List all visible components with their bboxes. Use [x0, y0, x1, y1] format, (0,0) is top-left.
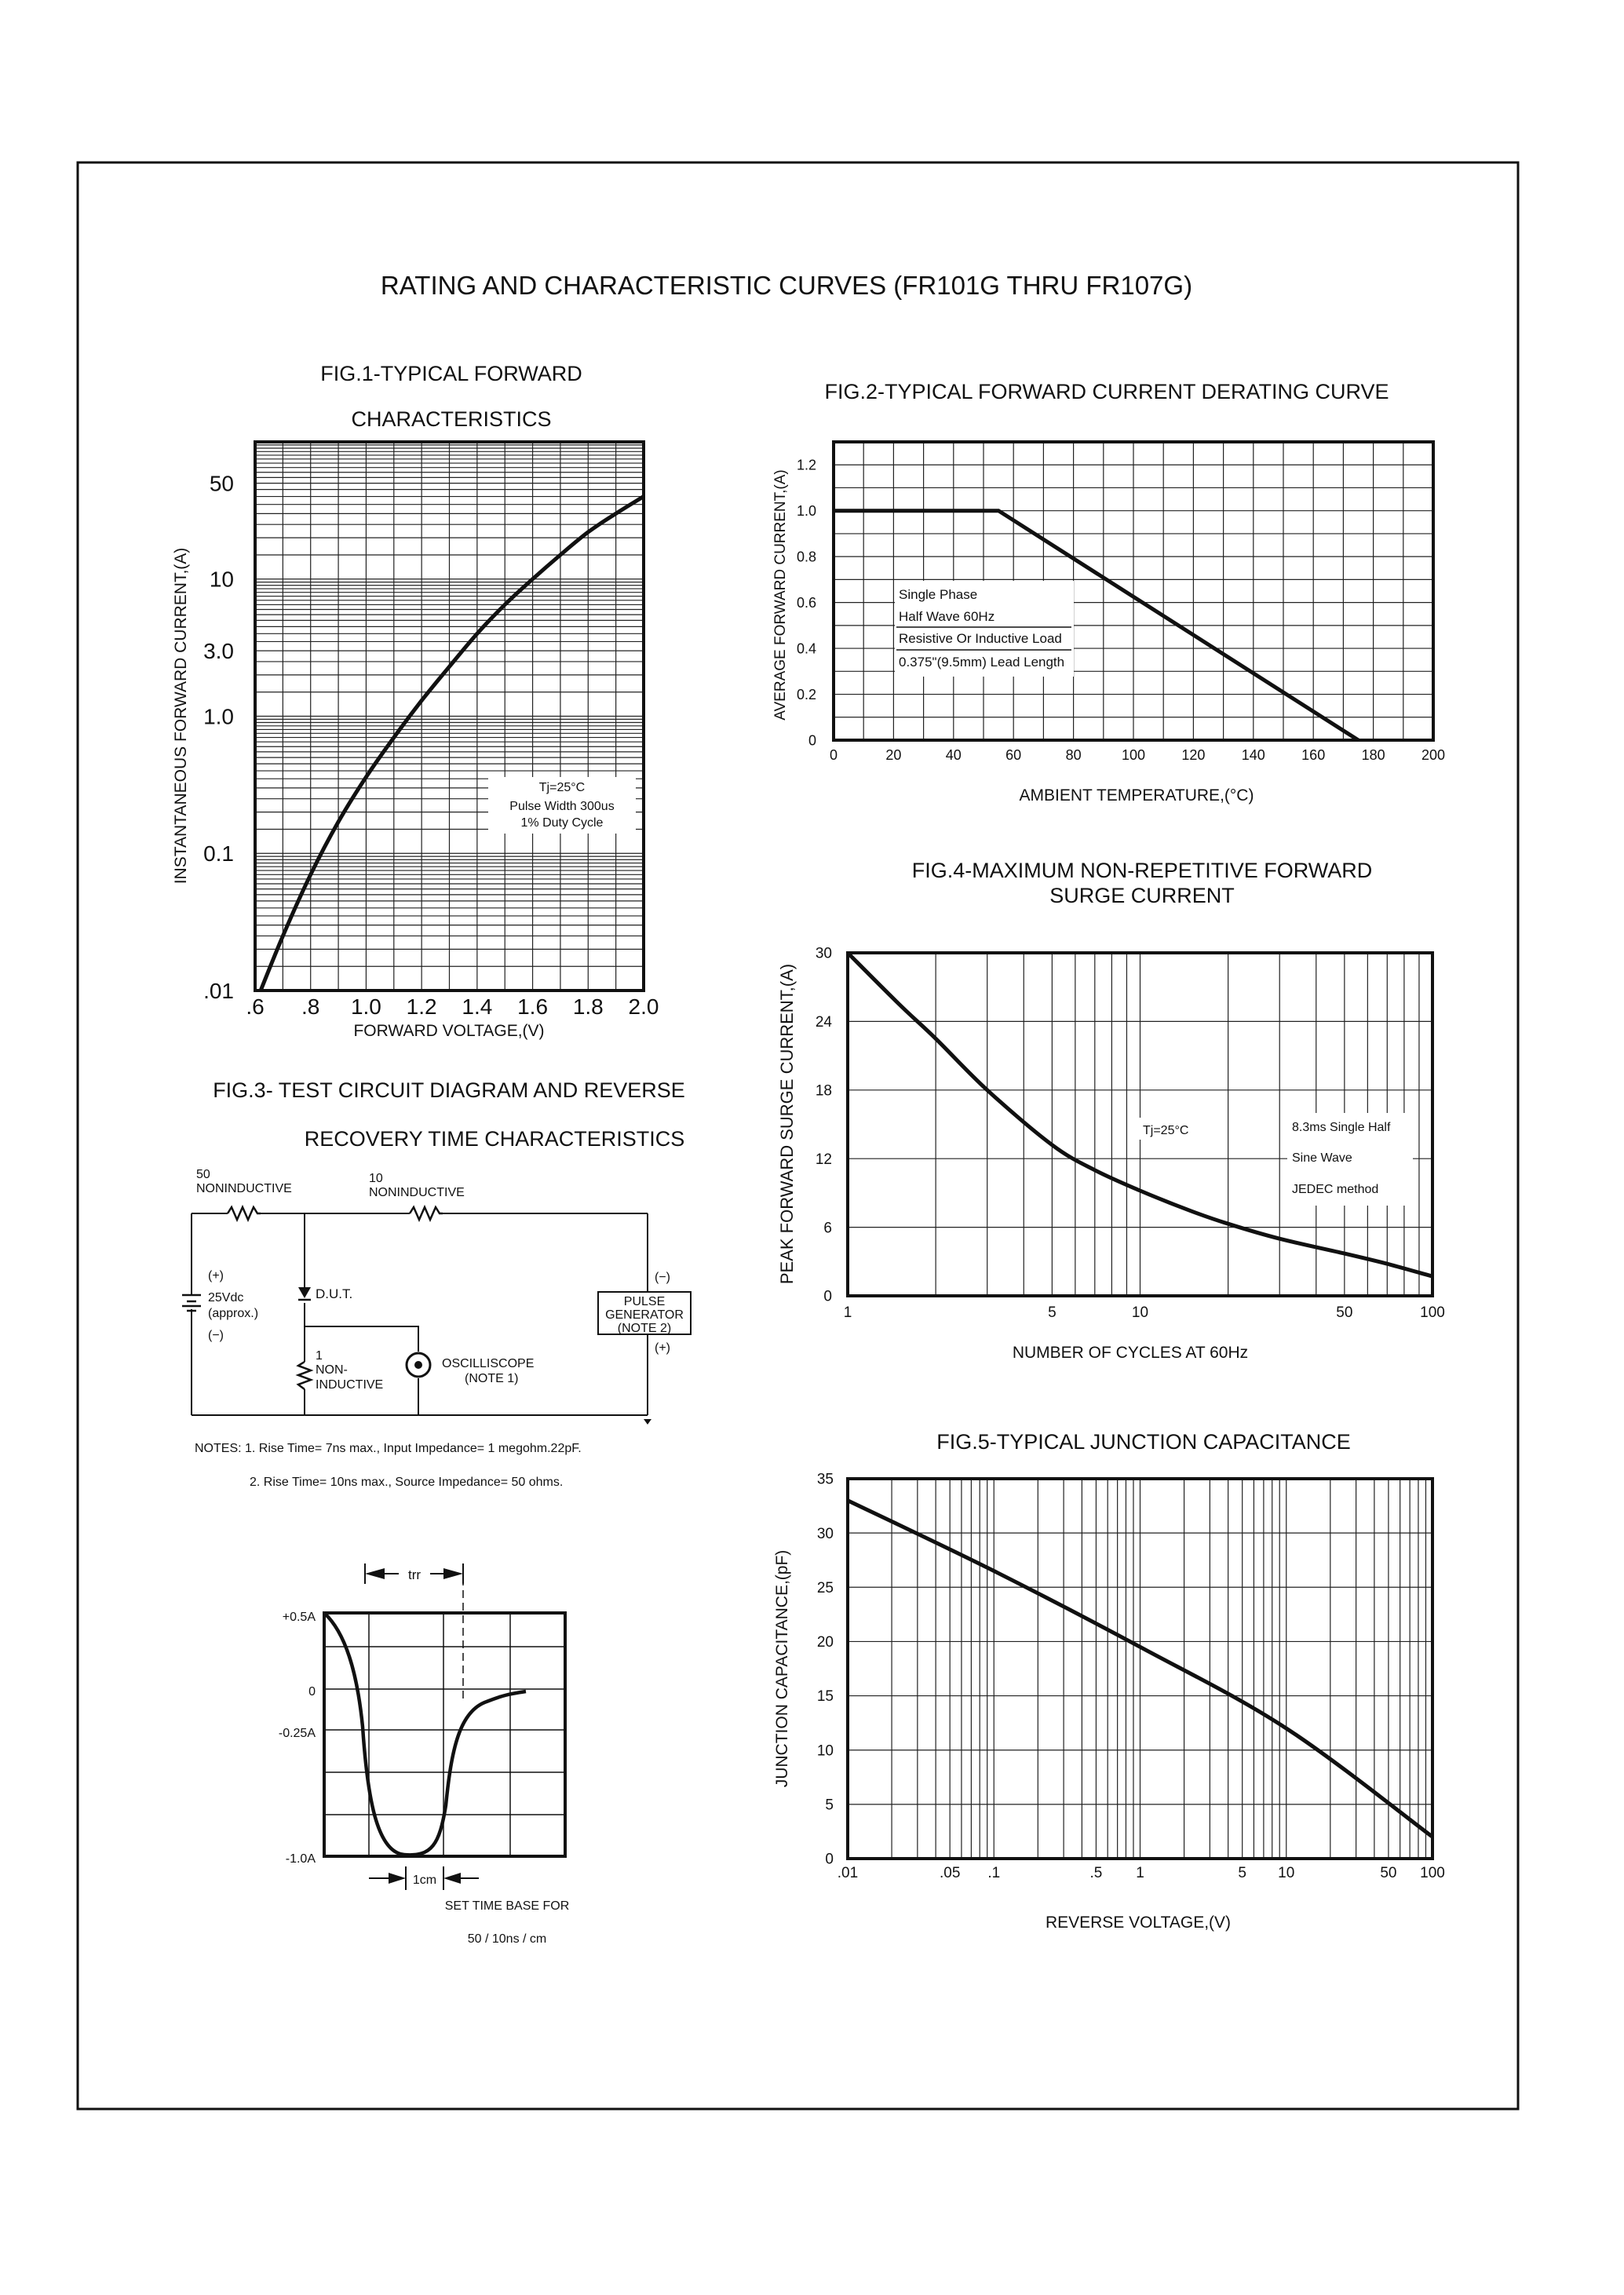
x-tick-label: 50 [1336, 1304, 1353, 1321]
y-tick-label: 0 [823, 1288, 832, 1305]
fig2-note-line: 0.375"(9.5mm) Lead Length [899, 655, 1065, 670]
y-tick-label: 6 [823, 1220, 832, 1237]
fig2-derating-curve [772, 380, 1445, 805]
x-tick-label: 80 [1065, 747, 1082, 763]
x-tick-label: 160 [1301, 747, 1326, 763]
fig1-forward-characteristics [172, 362, 659, 1040]
x-tick-label: .01 [837, 1865, 859, 1881]
fig1-note-line: 1% Duty Cycle [520, 816, 604, 830]
x-tick-label: 180 [1361, 747, 1385, 763]
r3-label: NON- [316, 1363, 348, 1377]
r1-label: NONINDUCTIVE [196, 1182, 292, 1195]
pulse-generator-label: (NOTE 2) [617, 1322, 672, 1335]
timebase-line2: 50 / 10ns / cm [467, 1932, 547, 1946]
y-tick-label: 30 [816, 1525, 834, 1542]
fig2-ylabel: AVERAGE FORWARD CURRENT,(A) [772, 469, 789, 721]
waveform-level-label: 0 [308, 1685, 316, 1698]
r3-label: INDUCTIVE [316, 1378, 384, 1392]
x-tick-label: 20 [885, 747, 902, 763]
fig1-ylabel: INSTANTANEOUS FORWARD CURRENT,(A) [172, 547, 190, 885]
x-tick-label: .5 [1089, 1865, 1103, 1881]
fig1-xlabel: FORWARD VOLTAGE,(V) [353, 1022, 545, 1040]
fig5-junction-capacitance [773, 1430, 1445, 1932]
fig3-title-line2: RECOVERY TIME CHARACTERISTICS [304, 1127, 685, 1151]
cm-arrow-right-icon [443, 1873, 461, 1884]
x-tick-label: 60 [1005, 747, 1022, 763]
y-tick-label: 30 [815, 945, 832, 962]
resistor-10-icon [410, 1207, 443, 1220]
fig4-note-line: JEDEC method [1292, 1183, 1379, 1196]
fig1-note-line: Pulse Width 300us [509, 800, 615, 813]
y-tick-label: 1.0 [796, 502, 816, 519]
y-tick-label: 0.1 [203, 841, 234, 867]
fig2-note-line: Half Wave 60Hz [899, 609, 995, 624]
fig4-ylabel: PEAK FORWARD SURGE CURRENT,(A) [777, 963, 797, 1285]
ground-arrow-icon [644, 1419, 651, 1425]
source-minus: (−) [208, 1329, 224, 1342]
y-tick-label: 0.8 [796, 549, 816, 565]
fig3-recovery-waveform [279, 1563, 569, 1946]
fig2-note-line: Single Phase [899, 587, 978, 602]
dut-label: D.U.T. [316, 1286, 353, 1301]
resistor-1-icon [298, 1362, 311, 1389]
x-tick-label: 5 [1238, 1865, 1246, 1881]
y-tick-label: .01 [203, 978, 234, 1003]
fig4-title-line1: FIG.4-MAXIMUM NON-REPETITIVE FORWARD [911, 859, 1373, 882]
r1-value: 50 [196, 1168, 210, 1181]
fig1-note-line: Tj=25°C [538, 781, 586, 794]
x-tick-label: 1 [843, 1304, 852, 1321]
x-tick-label: .1 [987, 1865, 1001, 1881]
battery-icon [182, 1295, 201, 1311]
x-tick-label: 2.0 [628, 994, 659, 1019]
trr-arrow-right-icon [443, 1568, 463, 1579]
y-tick-label: 3.0 [203, 638, 234, 663]
resistor-50-icon [228, 1207, 261, 1220]
waveform-level-label: -1.0A [285, 1852, 316, 1866]
r2-value: 10 [369, 1172, 383, 1185]
x-tick-label: 40 [945, 747, 962, 763]
y-tick-label: 0 [825, 1851, 834, 1868]
y-tick-label: 5 [825, 1797, 834, 1814]
fig5-ylabel: JUNCTION CAPACITANCE,(pF) [773, 1549, 791, 1788]
r3-value: 1 [316, 1349, 323, 1363]
x-tick-label: 100 [1121, 747, 1146, 763]
y-tick-label: 0.4 [796, 640, 816, 657]
pulse-generator-plus: (+) [655, 1341, 670, 1355]
fig3-note1: NOTES: 1. Rise Time= 7ns max., Input Impedance= 1 megohm.22pF. [195, 1442, 582, 1455]
oscilloscope-label: (NOTE 1) [465, 1372, 519, 1385]
y-tick-label: 50 [209, 471, 234, 496]
r2-label: NONINDUCTIVE [369, 1186, 465, 1199]
x-tick-label: 1.2 [406, 994, 437, 1019]
y-tick-label: 1.0 [203, 704, 234, 729]
source-plus: (+) [208, 1269, 224, 1282]
x-tick-label: .8 [301, 994, 320, 1019]
y-tick-label: 15 [816, 1688, 834, 1706]
circuit-wires [192, 1213, 648, 1415]
y-tick-label: 12 [815, 1151, 832, 1168]
x-tick-label: 10 [1278, 1865, 1295, 1881]
y-tick-label: 0.2 [796, 686, 816, 702]
x-tick-label: 1.6 [517, 994, 549, 1019]
x-tick-label: 1 [1136, 1865, 1144, 1881]
x-tick-label: 50 [1380, 1865, 1397, 1881]
fig1-grid [255, 442, 644, 991]
fig4-title-line2: SURGE CURRENT [1049, 884, 1235, 907]
fig4-note-line: Sine Wave [1292, 1151, 1352, 1165]
fig1-tick-labels [203, 471, 659, 1019]
waveform-level-label: -0.25A [278, 1727, 316, 1740]
y-tick-label: 10 [816, 1742, 834, 1760]
timebase-line1: SET TIME BASE FOR [444, 1899, 570, 1913]
y-tick-label: 25 [816, 1579, 834, 1596]
x-tick-label: 1.8 [572, 994, 604, 1019]
fig2-title: FIG.2-TYPICAL FORWARD CURRENT DERATING CURVE [824, 380, 1389, 403]
oscilloscope-label: OSCILLISCOPE [442, 1357, 535, 1370]
y-tick-label: 20 [816, 1634, 834, 1651]
fig3-title-line1: FIG.3- TEST CIRCUIT DIAGRAM AND REVERSE [213, 1078, 685, 1102]
fig4-surge-current [777, 859, 1445, 1362]
trr-arrow-left-icon [365, 1568, 385, 1579]
x-tick-label: 5 [1048, 1304, 1057, 1321]
cm-label: 1cm [412, 1874, 437, 1887]
fig1-series-line [261, 497, 644, 991]
y-tick-label: 10 [209, 567, 234, 592]
diode-icon [298, 1287, 311, 1300]
fig5-title: FIG.5-TYPICAL JUNCTION CAPACITANCE [936, 1430, 1351, 1454]
fig5-grid [848, 1479, 1432, 1859]
x-tick-label: 100 [1420, 1865, 1445, 1881]
trr-label: trr [407, 1567, 422, 1582]
waveform-level-label: +0.5A [282, 1611, 316, 1624]
source-value: 25Vdc [208, 1291, 244, 1304]
fig4-note-line: 8.3ms Single Half [1292, 1121, 1391, 1134]
fig5-xlabel: REVERSE VOLTAGE,(V) [1045, 1914, 1232, 1932]
page-title: RATING AND CHARACTERISTIC CURVES (FR101G THRU FR107G) [380, 271, 1193, 300]
pulse-generator-minus: (−) [655, 1271, 670, 1284]
fig3-note2: 2. Rise Time= 10ns max., Source Impedance= 50 ohms. [250, 1476, 564, 1489]
waveform-trace [324, 1613, 526, 1855]
fig2-note-line: Resistive Or Inductive Load [899, 631, 1062, 646]
x-tick-label: 1.4 [462, 994, 493, 1019]
x-tick-label: 120 [1181, 747, 1206, 763]
x-tick-label: 10 [1131, 1304, 1149, 1321]
fig1-title-line1: FIG.1-TYPICAL FORWARD [320, 362, 582, 385]
pulse-generator-label: GENERATOR [605, 1308, 684, 1322]
x-tick-label: 200 [1421, 747, 1446, 763]
y-tick-label: 1.2 [796, 457, 816, 473]
fig2-xlabel: AMBIENT TEMPERATURE,(°C) [1019, 786, 1254, 805]
x-tick-label: 140 [1241, 747, 1265, 763]
x-tick-label: 1.0 [350, 994, 381, 1019]
x-tick-label: .6 [246, 994, 265, 1019]
y-tick-label: 18 [815, 1082, 832, 1100]
oscilloscope-icon [407, 1353, 430, 1377]
x-tick-label: .05 [939, 1865, 961, 1881]
y-tick-label: 0.6 [796, 594, 816, 611]
fig1-title-line2: CHARACTERISTICS [351, 407, 552, 431]
source-note: (approx.) [208, 1307, 259, 1320]
x-tick-label: 100 [1420, 1304, 1445, 1321]
y-tick-label: 24 [815, 1014, 832, 1031]
x-tick-label: 0 [829, 747, 838, 763]
pulse-generator-label: PULSE [623, 1295, 666, 1308]
fig4-xlabel: NUMBER OF CYCLES AT 60Hz [1012, 1344, 1249, 1362]
fig4-tj-note: Tj=25°C [1143, 1124, 1189, 1137]
cm-arrow-left-icon [389, 1873, 406, 1884]
y-tick-label: 0 [808, 732, 816, 749]
fig3-test-circuit [182, 1078, 691, 1489]
y-tick-label: 35 [816, 1471, 834, 1488]
